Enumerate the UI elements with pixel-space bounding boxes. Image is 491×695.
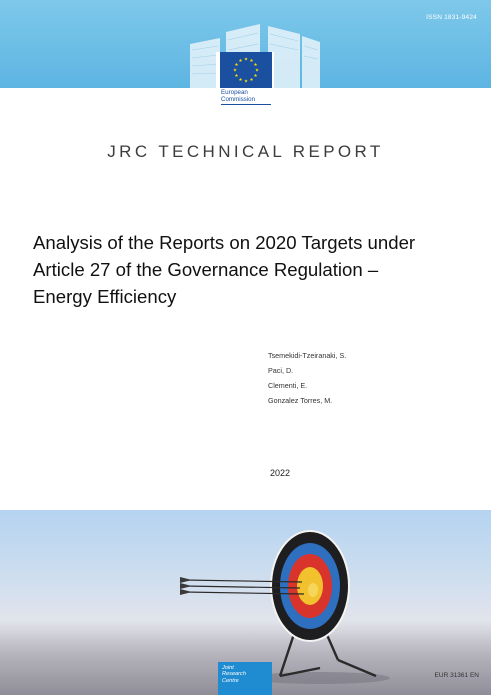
ec-logo-text: European Commission — [221, 89, 256, 103]
ec-logo-rule — [221, 104, 271, 105]
report-title — [33, 229, 473, 310]
author: Clementi, E. — [268, 381, 308, 390]
title-line: Analysis of the Reports on 2020 Targets under — [33, 232, 416, 253]
title-line: Article 27 of the Governance Regulation – — [33, 259, 379, 280]
eu-star-icon — [235, 74, 238, 77]
eu-star-icon — [255, 68, 258, 71]
report-number: EUR 31361 EN — [434, 672, 479, 679]
author: Gonzalez Torres, M. — [268, 396, 333, 405]
author: Paci, D. — [268, 366, 294, 375]
eu-star-icon — [254, 74, 257, 77]
eu-star-icon — [250, 78, 253, 81]
eu-star-icon — [250, 59, 253, 62]
issn-number: ISSN 1831-9424 — [426, 14, 477, 21]
eu-star-icon — [235, 63, 238, 66]
eu-flag-icon — [220, 52, 272, 88]
eu-star-icon — [244, 57, 247, 60]
eu-star-icon — [239, 78, 242, 81]
jrc-logo-text: Joint Research Centre — [222, 665, 246, 684]
author: Tsemekidi-Tzeiranaki, S. — [268, 351, 347, 360]
author-list — [268, 348, 346, 408]
eu-star-icon — [244, 79, 247, 82]
title-line: Energy Efficiency — [33, 286, 177, 307]
publication-year: 2022 — [270, 468, 291, 478]
eu-star-icon — [233, 68, 236, 71]
eu-star-icon — [254, 63, 257, 66]
eu-star-icon — [239, 59, 242, 62]
report-series: JRC TECHNICAL REPORT — [107, 142, 384, 161]
